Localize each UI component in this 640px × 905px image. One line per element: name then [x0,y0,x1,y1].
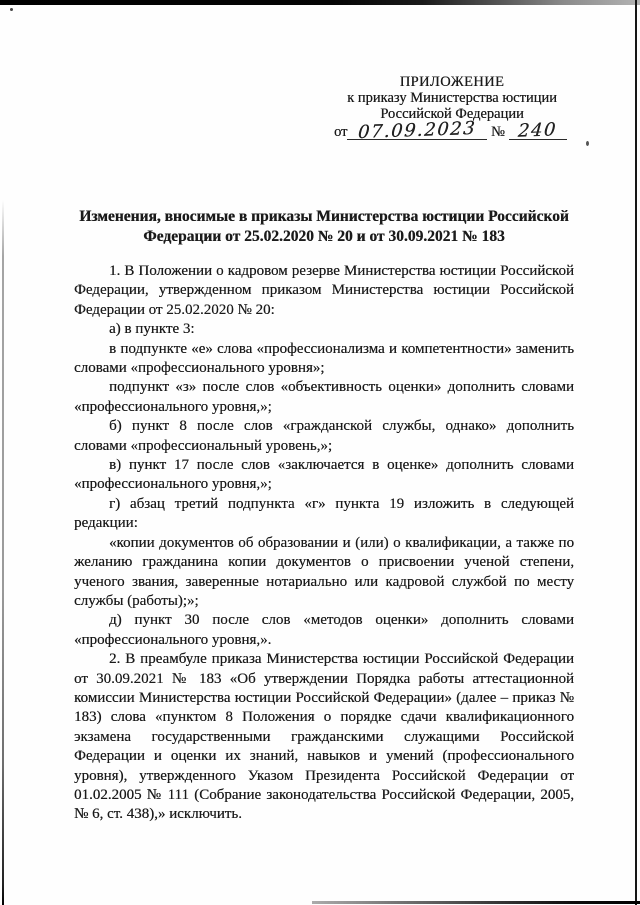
scan-edge-bottom-line [312,901,640,904]
number-underline-field [509,118,567,142]
paragraph-1: 1. В Положении о кадровом резерве Министерства юстиции Российской Федерации, утвержденном приказом Министерства юстиции Российской Федерации от 25.02.2020 № 20: [74,263,574,318]
paragraph-1g: г) абзац третий подпункта «г» пункта 19 изложить в следующей редакции: [74,495,574,532]
appendix-header [328,74,576,143]
document-title: Изменения, вносимые в приказы Министерства юстиции Российской Федерации от 25.02.2020 № 20 и от 30.09.2021 № 183 [79,208,569,245]
order-reference-line1: к приказу Министерства юстиции [347,90,557,107]
scan-edge-right-line [635,0,637,905]
paragraph-1b: б) пункт 8 после слов «гражданской службы, однако» дополнить словами «профессиональный уровень,»; [74,418,574,454]
handwritten-date: 07.09.2023 [357,117,478,143]
handwritten-number: 240 [517,118,558,142]
order-date-number-line [328,117,576,143]
paragraph-1g-quote: «копии документов об образовании и (или) о квалификации, а также по желанию гражданина копии документов о присвоении ученой степени, ученого звания, заверенные нотариально или кадровой службой по месту службы (работы);»; [74,534,574,609]
scan-edge-left-line [2,200,4,905]
scan-edge-top-bar [0,0,640,5]
date-underline-field [347,117,487,143]
paragraph-2: 2. В преамбуле приказа Министерства юстиции Российской Федерации от 30.09.2021 № 183 «Об утверждении Порядка работы аттестационной комиссии Министерства юстиции Российской Федерации» (далее – приказ № 183) слова «пунктом 8 Положения о порядке сдачи квалификационного экзамена государственными гражданскими служащими Российской Федерации и оценки их знаний, навыков и умений (профессионального уровня), утвержденного Указом Президента Российской Федерации от 01.02.2005 № 111 (Собрание законодательства Российской Федерации, 2005, № 6, ст. 438),» исключить. [74,651,574,823]
paragraph-1a: а) в пункте 3: [109,321,195,338]
paragraph-1d: д) пункт 30 после слов «методов оценки» дополнить словами «профессионального уровня,». [74,612,574,648]
appendix-label: ПРИЛОЖЕНИЕ [399,74,505,90]
scan-speck [10,8,13,11]
order-reference-line2: Российской Федерации [380,106,524,123]
paragraph-1a-sub1: в подпункте «е» слова «профессионализма и компетентности» заменить словами «профессионального уровня»; [74,340,574,377]
scan-speck [586,141,589,146]
paragraph-1v: в) пункт 17 после слов «заключается в оценке» дополнить словами «профессионального уровня,»; [74,457,574,493]
paragraph-1a-sub2: подпункт «з» после слов «объективность оценки» дополнить словами «профессионального уровня,»; [74,379,574,415]
date-prefix-label: от [334,123,348,140]
number-sign-label: № [491,123,505,140]
document-body [74,262,574,825]
